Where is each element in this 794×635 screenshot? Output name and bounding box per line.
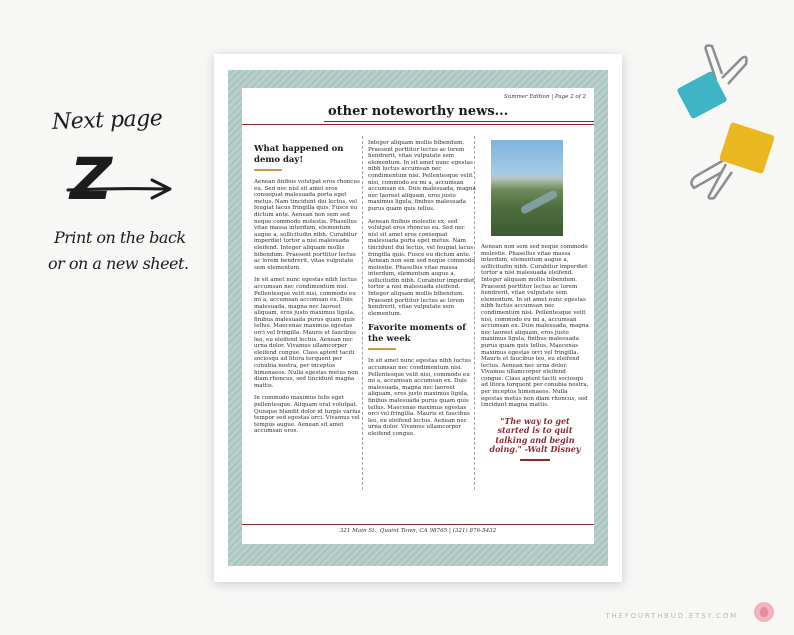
- section-title: What happened on demo day!: [254, 144, 344, 165]
- landscape-photo: [491, 140, 563, 236]
- paragraph: In sit amet nunc egestas nibh luctus accumsan nec condimentum nisi. Pellentesque velit nisi, commodo eu mi a, accumsan accumsan ex. Duis malesuada, magna nec laoreet aliquam, eros justo maximus ligula, finibus malesuada purus quam quis tellus. Maecenas maximus egestas orci vel fringilla. Mauris et faucibus leo, eu eleifend lectus. Aenean nec urna dolor. Vivamus ullamcorper eleifend congue. Class aptent taciti sociosqu ad litora torquent per conubia nostra, per inceptos himenaeos. Nulla egestas metus non diam rhoncus, sed tincidunt magna mattis.: [254, 277, 359, 389]
- column-1: [254, 144, 362, 441]
- header-rule-secondary: [242, 124, 594, 125]
- section-accent-bar: [368, 348, 396, 350]
- section-title: Favorite moments of the week: [368, 323, 466, 344]
- binder-clip-teal-icon: [676, 44, 748, 120]
- shop-watermark: THEFOURTHBUD.ETSY.COM: [605, 612, 738, 620]
- newsletter-page: [214, 54, 622, 582]
- column-3: [481, 140, 589, 461]
- paragraph: Aenean finibus volutpat eros rhoncus eu. Sed nec nisl sit amet eros consequat malesuada porta eget metus. Nam tincidunt dui lectus, vel feugiat lacus fringilla quis. Fusce eu dictum ante. Aenean non sem sed neque commodo molestie. Phasellus vitae massa interdum, elementum augue a, sollicitudin nibh. Curabitur imperdiet tortor a nisi malesuada eleifend. Integer aliquam mollis bibendum. Praesent porttitor lectus ac lorem hendrerit, vitae vulputate sem elementum.: [254, 179, 360, 271]
- paragraph: Aenean non sem sed neque commodo molestie. Phasellus vitae massa interdum, elementum augue a, sollicitudin nibh. Curabitur imperdiet tortor a nisi malesuada eleifend. Integer aliquam mollis bibendum. Praesent porttitor lectus ac lorem hendrerit, vitae vulputate sem elementum. In sit amet nunc egestas nibh luctus accumsan nec condimentum nisi. Pellentesque velit nisi, commodo eu mi a, accumsan accumsan ex. Duis malesuada, magna nec laoreet aliquam, eros justo maximus ligula, finibus malesuada purus quam quis tellus. Maecenas maximus egestas orci vel fringilla. Mauris et faucibus leo, eu eleifend lectus. Aenean nec urna dolor. Vivamus ullamcorper eleifend congue. Class aptent taciti sociosqu ad litora torquent per conubia nostra, per inceptos himenaeos. Nulla egestas metus non diam rhoncus, sed tincidunt magna mattis.: [481, 244, 589, 409]
- section-accent-bar: [254, 169, 282, 171]
- next-page-annotation: Next page: [51, 106, 163, 135]
- flower-logo-icon: [754, 602, 774, 622]
- arrow-right-icon: [66, 176, 176, 202]
- z-symbol: Z: [70, 145, 112, 213]
- column-divider: [362, 136, 363, 490]
- patterned-frame: [228, 70, 608, 566]
- column-2: [368, 140, 476, 444]
- paragraph: In commodo maximus felis eget pellentesque. Aliquam erat volutpat. Quisque blandit dolor id turpis varius tempor sed egestas orci. Vivamus vel tempus augue. Aenean sit amet accumsan eros.: [254, 395, 361, 435]
- print-instruction-line1: Print on the back: [54, 228, 186, 247]
- page-headline: other noteworthy news...: [328, 104, 509, 119]
- quote-accent-bar: [520, 459, 550, 461]
- header-rule: [324, 121, 594, 122]
- pull-quote: "The way to get started is to quit talking and begin doing." -Walt Disney: [489, 415, 581, 455]
- footer-rule: [242, 524, 594, 525]
- paragraph: Aenean finibus molestie ex, sed volutpat eros rhoncus eu. Sed nec nisl sit amet eros consequat malesuada porta eget metus. Nam tincidunt dui lectus, vel feugiat lacus fringilla quis. Fusce eu dictum ante. Aenean non sem sed neque commodo molestie. Phasellus vitae massa interdum, elementum augue a, sollicitudin nibh. Curabitur imperdiet tortor a nisi malesuada eleifend. Integer aliquam mollis bibendum. Praesent porttitor lectus ac lorem hendrerit, vitae vulputate sem elementum.: [368, 218, 475, 317]
- edition-label: Summer Edition | Page 2 of 2: [504, 94, 586, 100]
- paragraph: Integer aliquam mollis bibendum. Praesent porttitor lectus ac lorem hendrerit, vitae vulputate sem elementum. In sit amet nunc egestas nibh luctus accumsan nec condimentum nisi. Pellentesque velit nisi, commodo eu mi a, accumsan accumsan ex. Duis malesuada, magna nec laoreet aliquam, eros justo maximus ligula, finibus malesuada purus quam quis tellus.: [368, 140, 476, 212]
- content-area: [242, 88, 594, 544]
- footer-address: 321 Main St., Quaint Town, CA 98765 | (321) 876-5432: [339, 528, 497, 534]
- paragraph: In sit amet nunc egestas nibh luctus accumsan nec condimentum nisi. Pellentesque velit nisi, commodo eu mi a, accumsan accumsan ex. Duis malesuada, magna nec laoreet aliquam, eros justo maximus ligula, finibus malesuada purus quam quis tellus. Maecenas maximus egestas orci vel fringilla. Mauris et faucibus leo, eu eleifend lectus. Aenean nec urna dolor. Vivamus ullamcorper eleifend congue.: [368, 358, 471, 437]
- print-instruction-line2: or on a new sheet.: [48, 254, 189, 273]
- binder-clip-yellow-icon: [684, 120, 780, 200]
- photo-river: [519, 189, 558, 215]
